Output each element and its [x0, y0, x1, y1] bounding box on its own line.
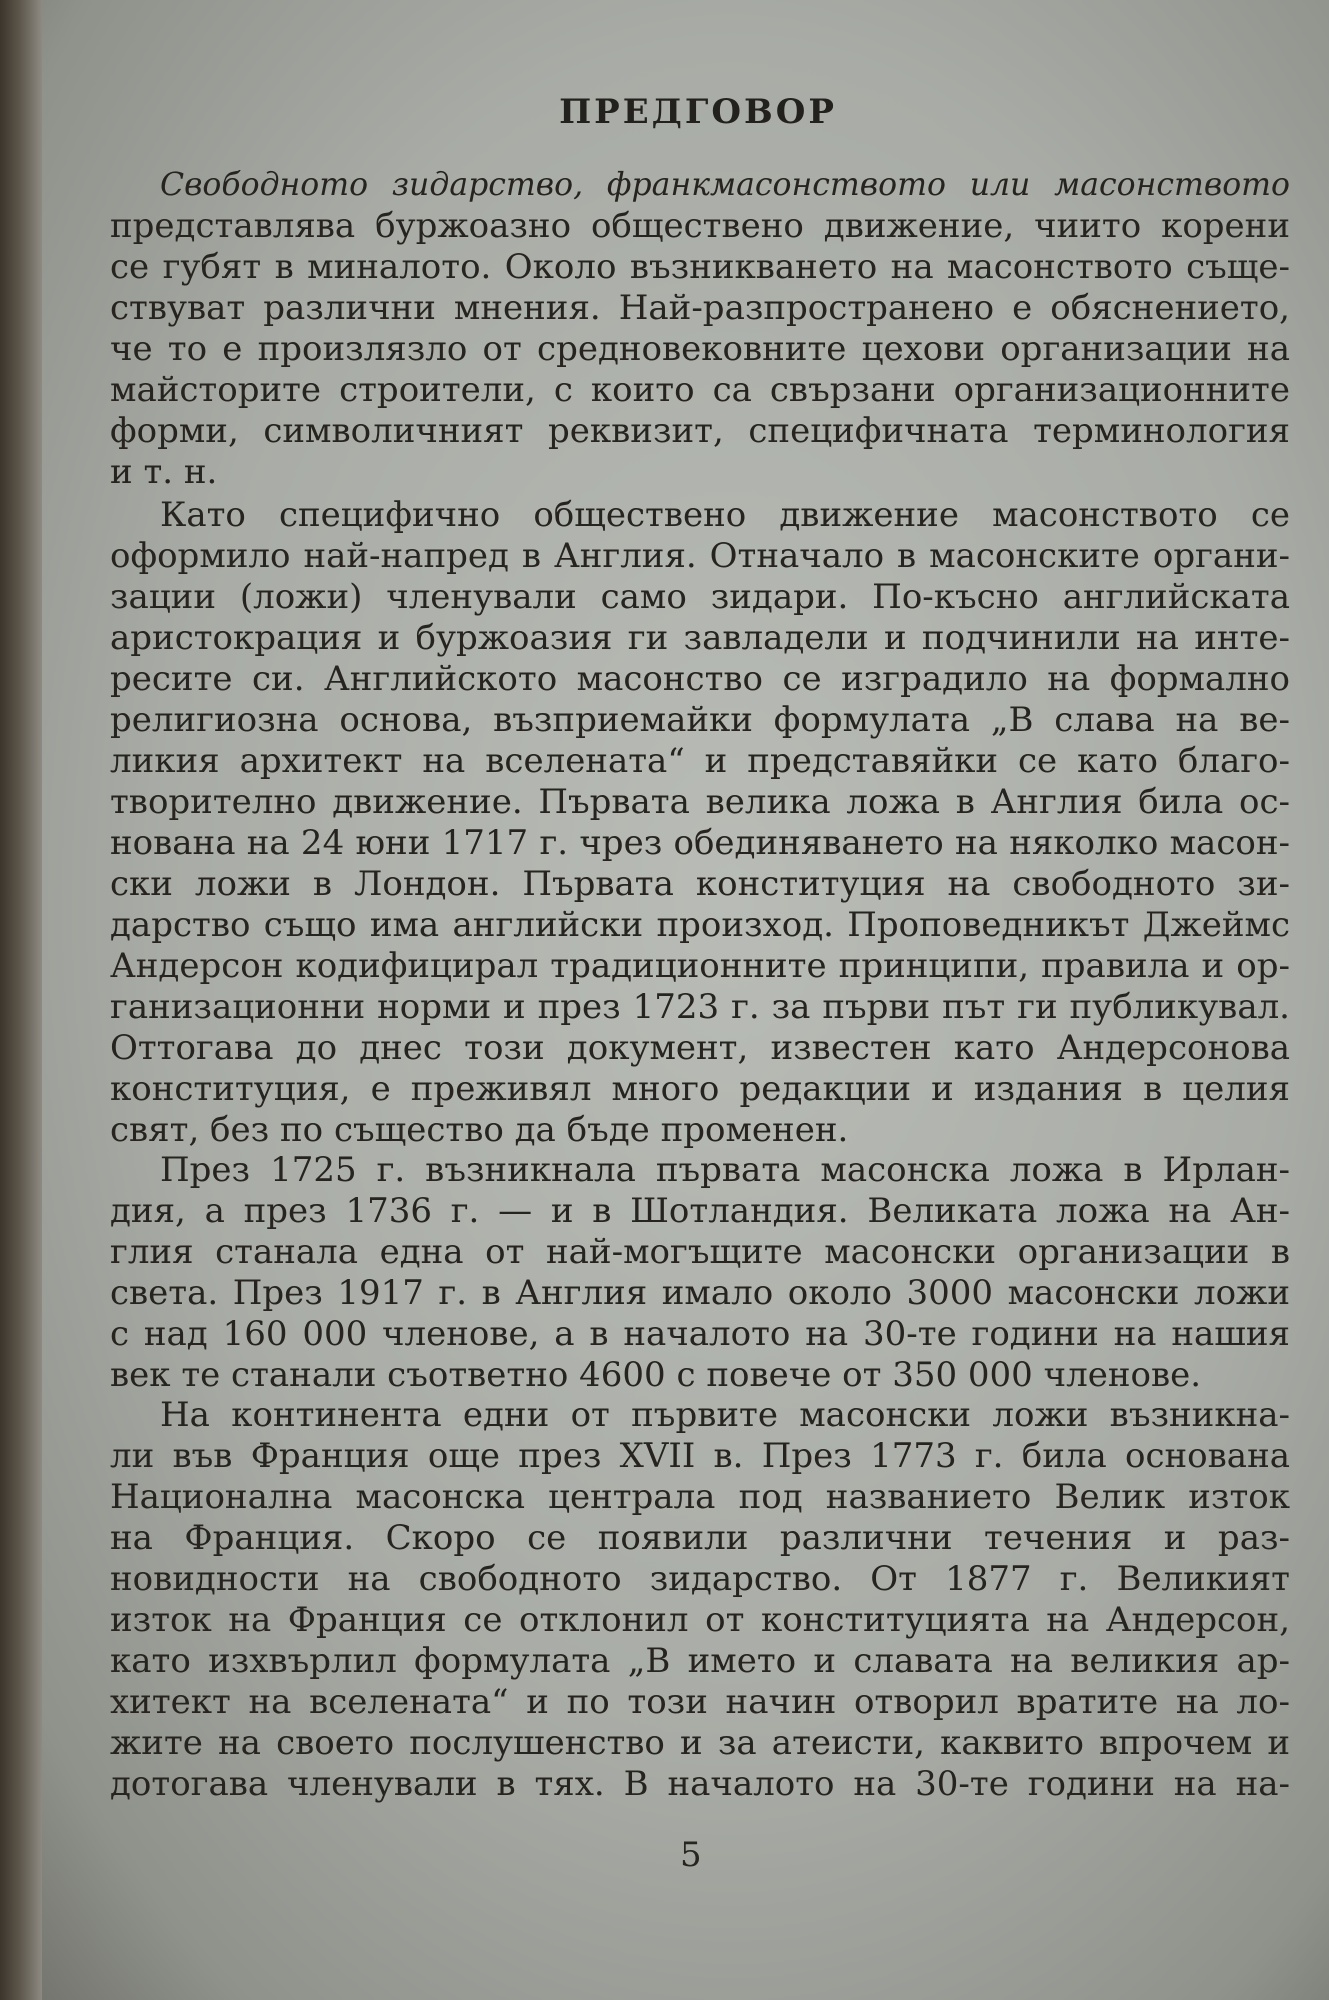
text-line: През 1725 г. възникнала първата масонска ложа в Ирлан-: [160, 1150, 1290, 1190]
text-line: На континента едни от първите масонски ложи възникна-: [160, 1395, 1290, 1435]
text-line: и т. н.: [110, 452, 218, 492]
text-line: дотогава членували в тях. В началото на 30-те години на на-: [110, 1764, 1290, 1804]
text-line: оформило най-напред в Англия. Отначало в масонските органи-: [110, 536, 1290, 576]
text-line: дарство също има английски произход. Проповедникът Джеймс: [110, 905, 1290, 945]
paragraph-3: [110, 1150, 1290, 1396]
text-line: век те станали съответно 4600 с повече от 350 000 членове.: [110, 1355, 1202, 1395]
text-line: новидности на свободното зидарство. От 1877 г. Великият: [110, 1559, 1290, 1599]
text-line: дия, а през 1736 г. — и в Шотландия. Великата ложа на Ан-: [110, 1191, 1290, 1231]
text-line: ликия архитект на вселената“ и представяйки се като благо-: [110, 741, 1290, 781]
text-line: представлява буржоазно обществено движение, чиито корени: [110, 206, 1290, 246]
text-line: жите на своето послушенство и за атеисти, каквито впрочем и: [110, 1723, 1290, 1763]
text-line: майсторите строители, с които са свързани организационните: [110, 370, 1290, 410]
text-line: с над 160 000 членове, а в началото на 30-те години на нашия: [110, 1314, 1290, 1354]
text-line: глия станала една от най-могъщите масонски организации в: [110, 1232, 1290, 1272]
text-line: Оттогава до днес този документ, известен като Андерсонова: [110, 1028, 1290, 1068]
page-number: 5: [680, 1835, 702, 1875]
paragraph-2: [110, 495, 1290, 1151]
text-line: зации (ложи) членували само зидари. По-късно английската: [110, 577, 1290, 617]
text-line: свят, без по същество да бъде променен.: [110, 1110, 849, 1150]
text-line: хитект на вселената“ и по този начин отворил вратите на ло-: [110, 1682, 1290, 1722]
page-binding-shadow: [0, 0, 42, 2000]
text-line: форми, символичният реквизит, специфичната терминология: [110, 411, 1290, 451]
text-line: творително движение. Първата велика ложа в Англия била ос-: [110, 782, 1290, 822]
text-line: на Франция. Скоро се появили различни течения и раз-: [110, 1518, 1290, 1558]
text-line: изток на Франция се отклонил от конституцията на Андерсон,: [110, 1600, 1290, 1640]
text-line: нована на 24 юни 1717 г. чрез обединяването на няколко масон-: [110, 823, 1290, 863]
text-line: аристокрация и буржоазия ги завладели и подчинили на инте-: [110, 618, 1290, 658]
text-line: религиозна основа, възприемайки формулата „В слава на ве-: [110, 700, 1290, 740]
page-heading: ПРЕДГОВОР: [559, 92, 837, 132]
text-line: ли във Франция още през XVII в. През 1773 г. била основана: [110, 1436, 1290, 1476]
text-line: света. През 1917 г. в Англия имало около 3000 масонски ложи: [110, 1273, 1290, 1313]
paragraph-4: [110, 1395, 1290, 1805]
text-line: ствуват различни мнения. Най-разпространено е обяснението,: [110, 288, 1290, 328]
text-line: Свободното зидарство, франкмасонството или масонството: [160, 167, 1290, 203]
text-line: че то е произлязло от средновековните цехови организации на: [110, 329, 1290, 369]
text-line: ганизационни норми и през 1723 г. за първи път ги публикувал.: [110, 987, 1290, 1027]
text-line: Андерсон кодифицирал традиционните принципи, правила и ор-: [110, 946, 1290, 986]
text-line: Като специфично обществено движение масонството се: [160, 495, 1290, 535]
text-line: конституция, е преживял много редакции и издания в целия: [110, 1069, 1290, 1109]
paragraph-1: [110, 165, 1290, 493]
text-line: ресите си. Английското масонство се изградило на формално: [110, 659, 1290, 699]
text-line: Национална масонска централа под названието Велик изток: [110, 1477, 1290, 1517]
text-line: се губят в миналото. Около възникването на масонството съще-: [110, 247, 1290, 287]
text-line: като изхвърлил формулата „В името и славата на великия ар-: [110, 1641, 1290, 1681]
text-line: ски ложи в Лондон. Първата конституция на свободното зи-: [110, 864, 1290, 904]
